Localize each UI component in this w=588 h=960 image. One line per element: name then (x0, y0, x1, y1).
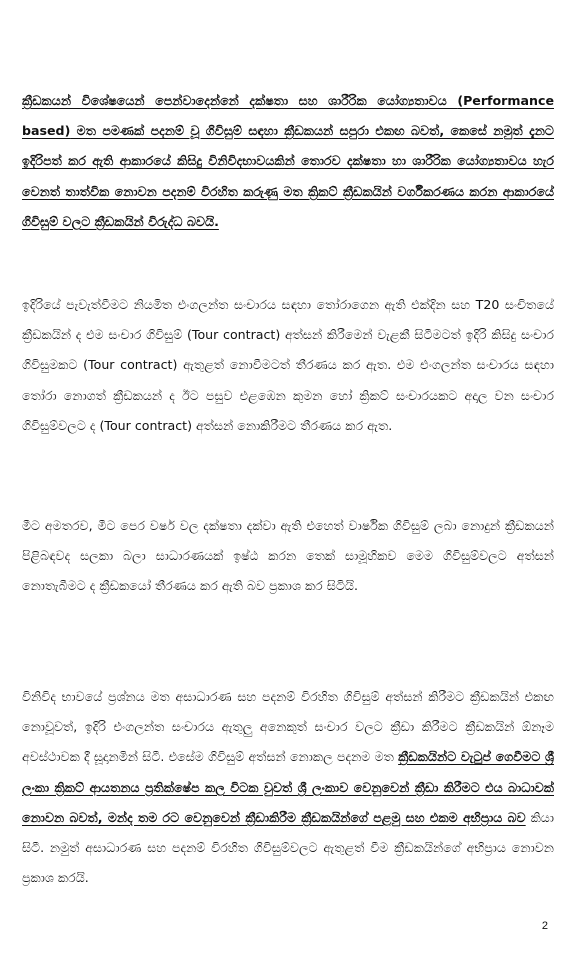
paragraph-2: ඉදිරියේ පැවැත්වීමට නියමිත එංගලන්ත සංචාරය සඳහා තෝරාගෙන ඇති එක්දින සහ T20 සංචිතයේ ක්‍රීඩකයින් ද එම සංචාර ගිවිසුම් (Tour contract) අත්සන් කිරීමෙන් වැළකී සිටීමටත් ඉදිරි කිසිදු සංචාර ගිවිසුමකට (Tour contract) ඇතුළත් නොවීමටත් තීරණය කර ඇත. එම එංගලන්ත සංචාරය සඳහා තෝරා නොගත් ක්‍රීඩකයන් ද ඊට පසුව එළඹෙන කුමන හෝ ක්‍රිකට් සංචාරයකට අදාල වන සංචාර ගිවිසුම්වලට ද (Tour contract) අත්සන් නොකිරීමට තීරණය කර ඇත. (22, 297, 554, 433)
paragraph-1-text-c: මත පමණක් පදනම් වූ ගිවිසුම් සඳහා ක්‍රීඩකයන් සපුරා එකඟ බවත්, කෙසේ නමුත් දැනට ඉදිරිපත් කර ඇති ආකාරයේ කිසිදු විනිවිදභාවයකින් තොරව දක්ෂතා හා ශාරීරික යෝග්‍යතාවය හැර වෙනත් තාත්වික නොවන පදනම් විරහිත කරුණු මත ක්‍රිකට් ක්‍රීඩකයින් වර්ගීකරණය කරන ආකාරයේ ගිවිසුම් වලට ක්‍රීඩකයින් විරුද්ධ බවයි. (22, 123, 554, 229)
page-number: 2 (541, 920, 548, 932)
paragraph-3: මීට අමතරව, මීට පෙර වර්ෂ වල දක්ෂතා දක්වා ඇති එහෙත් වාර්ෂික ගිවිසුම් ලබා නොදුන් ක්‍රීඩකයන් පිළිබඳවද සලකා බලා සාධාරණයක් ඉෂ්ඨ කරන තෙක් සාමූහිකව මෙම ගිවිසුම්වලට අත්සන් නොතැබීමට ද ක්‍රීඩකයෝ තීරණය කර ඇති බව ප්‍රකාශ කර සිටියි. (22, 518, 554, 594)
paragraph-1-text-b: (Performance based) (22, 93, 554, 139)
paragraph-4-text-a: විනිවිද භාවයේ ප්‍රශ්නය මත අසාධාරණ සහ පදනම් විරහිත ගිවිසුම් අත්සන් කිරීමට ක්‍රීඩකයින් එකඟ නොවූවත්, ඉදිරි එංගලන්ත සංචාරය ඇතුලු අනෙකුත් සංචාර වලට ක්‍රීඩා කිරීමට ක්‍රීඩකයින් ඕනෑම අවස්ථාවක දී සූදානමින් සිටී. එසේම ගිවිසුම් අත්සන් නොකල පදනම මත (22, 689, 554, 765)
paragraph-4-text-c: කියා සිටී. නමුත් අසාධාරණ සහ පදනම් විරහිත ගිවිසුම්වලට ඇතුළත් වීම ක්‍රීඩකයින්ගේ අභිප්‍රාය නොවන ප්‍රකාශ කරයි. (22, 809, 554, 886)
paragraph-4 (22, 682, 554, 893)
paragraph-4-text-b: ක්‍රීඩකයින්ට වැටුප් ගෙවීමට ශ්‍රී ලංකා ක්‍රිකට් ආයතනය ප්‍රතික්ෂේප කල විටක වුවත් ශ්‍රී ලංකාව වෙනුවෙන් ක්‍රීඩා කිරීමට එය බාධාවක් නොවන බවත්, මන්ද තම රට වෙනුවෙන් ක්‍රීඩාකිරීම ක්‍රීඩකයින්ගේ පළමු සහ එකම අභිප්‍රාය බව (22, 749, 554, 825)
paragraph-1 (22, 86, 554, 237)
paragraph-1-text-a: ක්‍රීඩකයන් විශේෂයෙන් පෙන්වාදෙන්නේ දක්ෂතා සහ ශාරීරික යෝග්‍යතාවය (22, 93, 458, 108)
